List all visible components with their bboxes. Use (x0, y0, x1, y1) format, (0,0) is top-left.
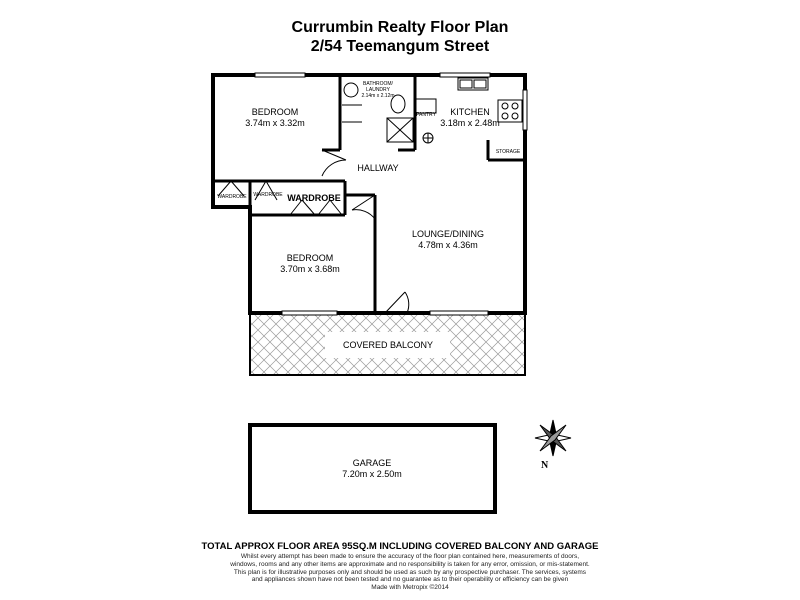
lounge-size: 4.78m x 4.36m (418, 240, 478, 250)
wardrobe-label-c: WARDROBE (287, 193, 341, 203)
credit-text: Made with Metropix ©2014 (371, 584, 449, 592)
balcony-label: COVERED BALCONY (342, 340, 434, 350)
wardrobe-label-a: WARDROBE (217, 194, 247, 200)
pantry-label: PANTRY (416, 112, 436, 118)
kitchen-label: KITCHEN (450, 107, 490, 117)
bedroom2-label: BEDROOM (286, 253, 334, 263)
total-floor-area: TOTAL APPROX FLOOR AREA 95SQ.M INCLUDING COVERED BALCONY AND GARAGE (201, 541, 599, 552)
bathroom-size: 2.14m x 2.12m (361, 93, 395, 99)
bathroom-label: BATHROOM/ (363, 81, 393, 87)
garage-size: 7.20m x 2.50m (342, 469, 402, 479)
bedroom2-size: 3.70m x 3.68m (280, 264, 340, 274)
bedroom1-size: 3.74m x 3.32m (245, 118, 305, 128)
disclaimer-text: Whilst every attempt has been made to ensure the accuracy of the floor plan contained here, measurements of doors, windows, rooms and any other items are approximate and no responsibility is taken for any error, omission, or mis-statement. This plan is for illustrative purposes only and should be used as such by any prospective purchaser. The services, systems and appliances shown have not been tested and no guarantee as to their operability or efficiency can be given (230, 553, 590, 584)
garage-label: GARAGE (352, 458, 392, 468)
compass-icon (535, 420, 571, 456)
plan-title: Currumbin Realty Floor Plan (291, 19, 509, 36)
door-swings (218, 150, 409, 313)
kitchen-size: 3.18m x 2.48m (440, 118, 500, 128)
bathroom-label-2: LAUNDRY (366, 87, 390, 93)
disclaimer (230, 553, 590, 592)
hallway-label: HALLWAY (357, 163, 399, 173)
plan-address: 2/54 Teemangum Street (310, 38, 490, 55)
lounge-label: LOUNGE/DINING (411, 229, 485, 239)
compass-north-label: N (541, 460, 549, 471)
storage-label: STORAGE (495, 149, 521, 155)
wardrobe-label-b: WARDROBE (253, 192, 283, 198)
bedroom1-label: BEDROOM (251, 107, 299, 117)
